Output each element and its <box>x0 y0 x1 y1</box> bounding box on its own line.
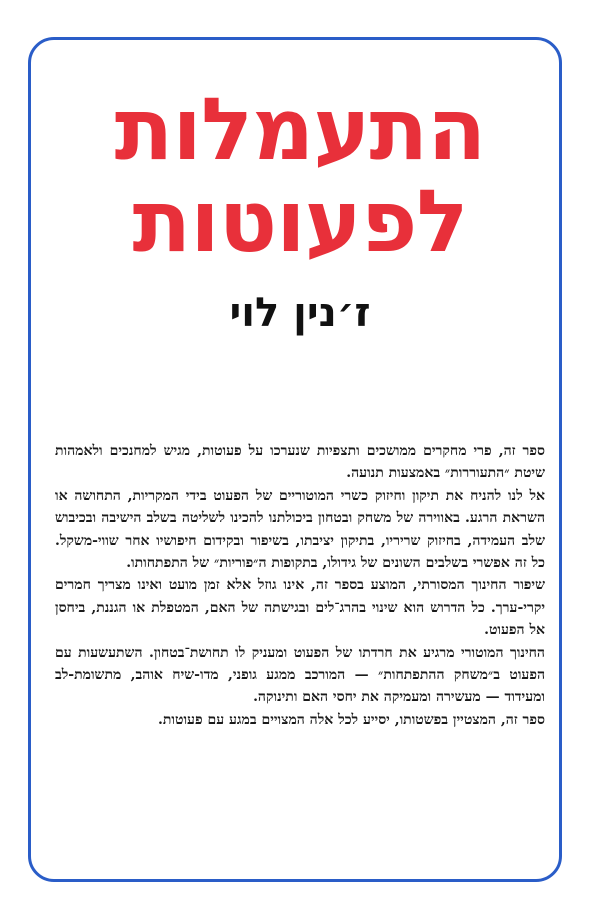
blurb-paragraph: ספר זה, המצטיין בפשטותו, יסייע לכל אלה המצויים במגע עם פעוטות. <box>158 711 545 728</box>
blurb-paragraph: שיפור החינוך המסורתי, המוצע בספר זה, אינו גוזל אלא זמן מועט ואינו מצריך חמרים יקרי-ערך. כל הדרוש הוא שינוי בהרג־לים ובגישתה של האם, המטפלת או הגננת, ביחסן אל הפעוט. <box>55 577 545 639</box>
back-cover-blurb <box>55 440 545 731</box>
title-line-2: לפעוטות <box>132 172 468 272</box>
title-line-1: התעמלות <box>114 80 486 180</box>
blurb-paragraph: אל לנו להניח את תיקון וחיזוק כשרי המוטוריים של הפעוט בידי המקריות, התחושה או השראת הרגע. באווירה של משחק ובטחון ביכולתנו להכינו לשליטה בשלב הישיבה ובכיבוש שלב העמידה, בחיזוק שריריו, בתיקון יציבתו, בשיפור ובקידום חיפושיו אחר שווי-משקל. כל זה אפשרי בשלבים השונים של גידולו, בתקופות ה״פוריות״ של התפתחותו. <box>55 487 545 572</box>
author-name: ז׳נין לוי <box>229 290 371 336</box>
blurb-paragraph: החינוך המוטורי מרגיע את חרדתו של הפעוט ומעניק לו תחושת־בטחון. השתעשעות עם הפעוט ב״משחק ההתפתחות״ — המורכב ממגע גופני, מדו-שיח אוהב, מתשומת-לב ומעידוד — מעשירה ומעמיקה את יחסי האם ותינוקה. <box>55 644 545 706</box>
blurb-paragraph: ספר זה, פרי מחקרים ממושכים ותצפיות שנערכו על פעוטות, מגיש למחנכים ולאמהות שיטת ״התעוררות״ באמצעות תנועה. <box>55 443 545 482</box>
